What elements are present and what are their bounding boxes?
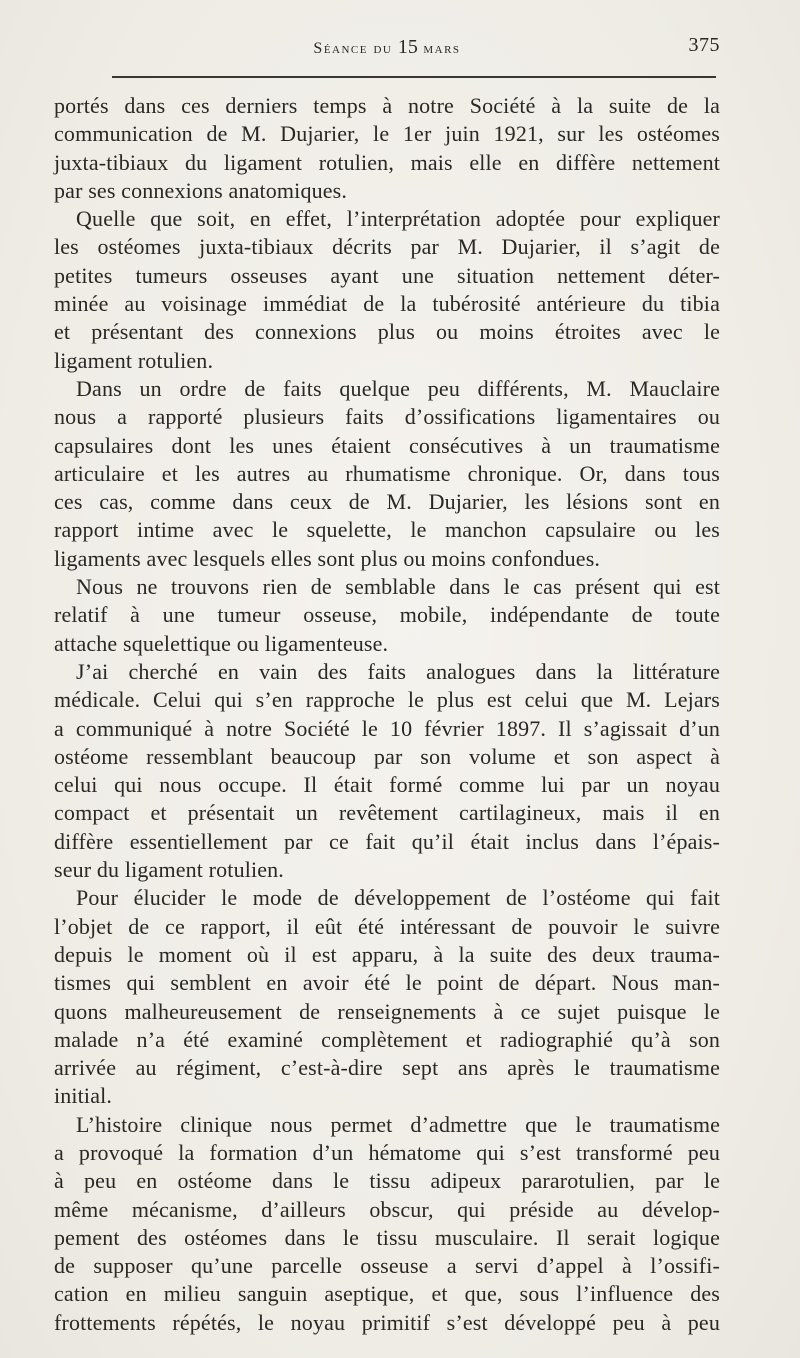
text-line: ces cas, comme dans ceux de M. Dujarier, les lésions sont en: [54, 489, 720, 515]
text-line: minée au voisinage immédiat de la tubérosité antérieure du tibia: [54, 291, 720, 317]
text-line: rapport intime avec le squelette, le manchon capsulaire ou les: [54, 517, 720, 543]
running-head-title-start: Séance du: [313, 40, 398, 57]
text-line: J’ai cherché en vain des faits analogues dans la littérature: [76, 658, 720, 684]
text-line: l’objet de ce rapport, il eût été intéressant de pouvoir le suivre: [54, 913, 720, 939]
running-head-title-end: mars: [417, 40, 461, 57]
text-line: portés dans ces derniers temps à notre Société à la suite de la: [54, 93, 720, 118]
text-line: Pour élucider le mode de développement de l’ostéome qui fait: [76, 885, 720, 911]
text-line: celui qui nous occupe. Il était formé comme lui par un noyau: [54, 772, 720, 798]
text-line: médicale. Celui qui s’en rapproche le plus est celui que M. Lejars: [54, 687, 720, 713]
text-line: à peu en ostéome dans le tissu adipeux pararotulien, par le: [54, 1168, 720, 1194]
text-line: capsulaires dont les unes étaient consécutives à un traumatisme: [54, 432, 720, 458]
text-line: L’histoire clinique nous permet d’admettre que le traumatisme: [76, 1111, 720, 1137]
text-line: Nous ne trouvons rien de semblable dans le cas présent qui est: [76, 574, 720, 600]
text-line: de supposer qu’une parcelle osseuse a servi d’appel à l’ossifi-: [54, 1253, 720, 1279]
text-line: ligaments avec lesquels elles sont plus ou moins confondues.: [54, 545, 601, 571]
text-line: depuis le moment où il est apparu, à la suite des deux trauma-: [54, 941, 720, 967]
text-line: ligament rotulien.: [54, 347, 214, 373]
text-line: Dans un ordre de faits quelque peu différents, M. Mauclaire: [76, 375, 720, 401]
text-line: articulaire et les autres au rhumatisme chronique. Or, dans tous: [54, 460, 720, 486]
text-line: frottements répétés, le noyau primitif s’est développé peu à peu: [54, 1309, 720, 1335]
text-line: Quelle que soit, en effet, l’interprétation adoptée pour expliquer: [76, 206, 720, 232]
text-line: tismes qui semblent en avoir été le point de départ. Nous man-: [54, 970, 720, 996]
text-line: seur du ligament rotulien.: [54, 857, 284, 883]
text-line: nous a rapporté plusieurs faits d’ossifications ligamentaires ou: [54, 404, 720, 430]
text-line: pement des ostéomes dans le tissu musculaire. Il serait logique: [54, 1224, 720, 1250]
text-line: par ses connexions anatomiques.: [54, 177, 348, 203]
text-line: cation en milieu sanguin aseptique, et que, sous l’influence des: [54, 1281, 720, 1307]
text-line: a communiqué à notre Société le 10 février 1897. Il s’agissait d’un: [54, 715, 720, 741]
text-line: relatif à une tumeur osseuse, mobile, indépendante de toute: [54, 602, 720, 628]
text-line: compact et présentait un revêtement cartilagineux, mais il en: [54, 800, 720, 826]
text-line: malade n’a été examiné complètement et radiographié qu’à son: [54, 1026, 720, 1052]
header-rule: [112, 76, 716, 78]
text-line: même mécanisme, d’ailleurs obscur, qui préside au dévelop-: [54, 1196, 720, 1222]
text-line: petites tumeurs osseuses ayant une situation nettement déter-: [54, 262, 720, 288]
text-line: quons malheureusement de renseignements à ce sujet puisque le: [54, 998, 720, 1024]
text-line: ostéome ressemblant beaucoup par son volume et son aspect à: [54, 743, 720, 769]
text-line: diffère essentiellement par ce fait qu’il était inclus dans l’épais-: [54, 828, 720, 854]
text-line: initial.: [54, 1083, 113, 1109]
text-line: communication de M. Dujarier, le 1er juin 1921, sur les ostéomes: [54, 121, 720, 147]
text-line: et présentant des connexions plus ou moins étroites avec le: [54, 319, 720, 345]
text-line: a provoqué la formation d’un hématome qui s’est transformé peu: [54, 1139, 720, 1165]
text-line: les ostéomes juxta-tibiaux décrits par M. Dujarier, il s’agit de: [54, 234, 720, 260]
running-head-day: 15: [397, 36, 418, 58]
text-line: arrivée au régiment, c’est-à-dire sept ans après le traumatisme: [54, 1055, 720, 1081]
page-number: 375: [688, 34, 720, 56]
text-line: attache squelettique ou ligamenteuse.: [54, 630, 389, 656]
running-head: [54, 36, 720, 60]
text-line: juxta-tibiaux du ligament rotulien, mais elle en diffère nettement: [54, 149, 720, 175]
body-text: [54, 92, 720, 1337]
running-head-title: [54, 36, 720, 59]
